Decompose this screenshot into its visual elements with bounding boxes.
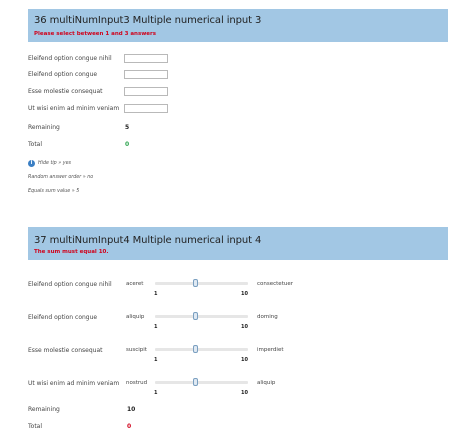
row-label: Ut wisi enim ad minim veniam xyxy=(28,105,120,112)
remaining-value: 5 xyxy=(125,124,130,131)
slider-handle[interactable] xyxy=(193,345,198,353)
hide-tip-text: Hide tip » yes xyxy=(38,161,72,166)
slider-track[interactable] xyxy=(155,315,248,318)
slider-min-label: 1 xyxy=(154,291,158,297)
question-36-error: Please select between 1 and 3 answers xyxy=(34,31,157,37)
total-value: 0 xyxy=(127,423,132,430)
remaining-label: Remaining xyxy=(28,124,60,131)
slider-min-label: 1 xyxy=(154,324,158,330)
slider-row-label: Ut wisi enim ad minim veniam xyxy=(28,380,120,387)
row-label: Eleifend option congue xyxy=(28,71,98,78)
slider-left-label: aliquip xyxy=(126,314,145,320)
question-36-header xyxy=(28,9,448,42)
number-input-4[interactable] xyxy=(124,104,168,113)
slider-right-label: doming xyxy=(257,314,278,320)
remaining-label: Remaining xyxy=(28,406,60,413)
slider-handle[interactable] xyxy=(193,279,198,287)
slider-row-label: Eleifend option congue xyxy=(28,314,98,321)
random-order-text: Random answer order » no xyxy=(28,175,94,180)
slider-row-label: Eleifend option congue nihil xyxy=(28,281,112,288)
slider-right-label: aliquip xyxy=(257,380,276,386)
slider-left-label: aceret xyxy=(126,281,144,287)
slider-row-label: Esse molestie consequat xyxy=(28,347,103,354)
slider-min-label: 1 xyxy=(154,390,158,396)
question-37-error: The sum must equal 10. xyxy=(34,249,109,255)
slider-left-label: suscipit xyxy=(126,347,147,353)
row-label: Eleifend option congue nihil xyxy=(28,55,112,62)
slider-right-label: imperdiet xyxy=(257,347,284,353)
question-36-title: 36 multiNumInput3 Multiple numerical input 3 xyxy=(34,15,262,26)
slider-handle[interactable] xyxy=(193,378,198,386)
row-label: Esse molestie consequat xyxy=(28,88,103,95)
slider-min-label: 1 xyxy=(154,357,158,363)
number-input-3[interactable] xyxy=(124,87,168,96)
slider-max-label: 10 xyxy=(241,324,248,330)
slider-max-label: 10 xyxy=(241,390,248,396)
slider-track[interactable] xyxy=(155,348,248,351)
slider-track[interactable] xyxy=(155,282,248,285)
slider-left-label: nostrud xyxy=(126,380,148,386)
total-value: 0 xyxy=(125,141,130,148)
info-icon: i xyxy=(28,160,35,167)
slider-track[interactable] xyxy=(155,381,248,384)
total-label: Total xyxy=(28,423,43,430)
slider-handle[interactable] xyxy=(193,312,198,320)
slider-max-label: 10 xyxy=(241,291,248,297)
number-input-2[interactable] xyxy=(124,70,168,79)
number-input-1[interactable] xyxy=(124,54,168,63)
question-37-header xyxy=(28,227,448,260)
question-37-title: 37 multiNumInput4 Multiple numerical input 4 xyxy=(34,235,262,246)
total-label: Total xyxy=(28,141,43,148)
slider-right-label: consectetuer xyxy=(257,281,293,287)
slider-max-label: 10 xyxy=(241,357,248,363)
remaining-value: 10 xyxy=(127,406,136,413)
equals-sum-text: Equals sum value » 5 xyxy=(28,189,80,194)
